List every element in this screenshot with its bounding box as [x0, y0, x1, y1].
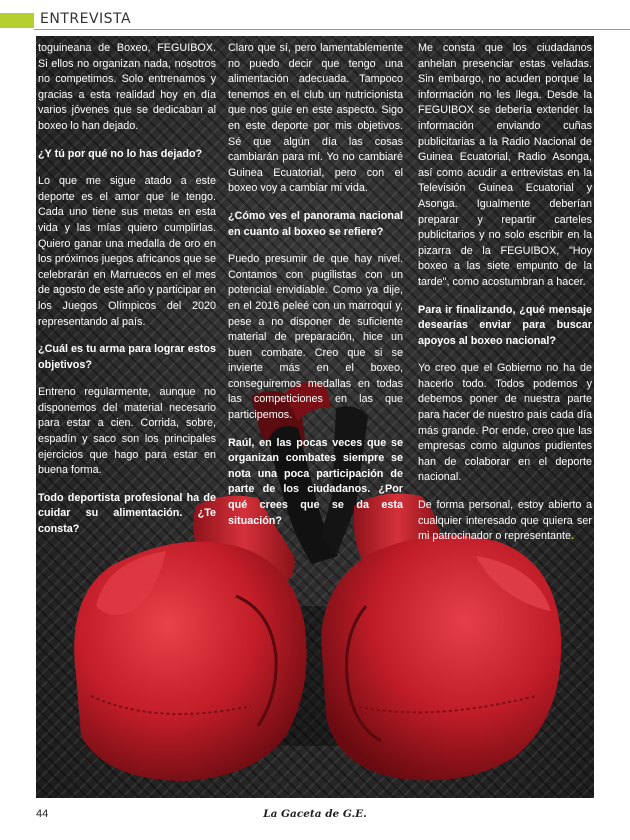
page-number: 44: [36, 808, 49, 820]
interview-question: Todo deportista profesional ha de cuidar su alimentación. ¿Te consta?: [38, 491, 216, 536]
end-mark: .: [571, 530, 575, 543]
closing-paragraph: [418, 498, 592, 545]
closing-text: De forma personal, estoy abierto a cualquier interesado que quiera ser mi patrocinador o representante: [418, 499, 592, 543]
header-rule: [34, 29, 630, 30]
answer-paragraph: Entreno regularmente, aunque no disponemos del material necesario para estar a cien. Corrida, sobre, espadín y saco son los principales ejercicios que hago para estar en buena forma.: [38, 386, 216, 477]
interview-question: ¿Cómo ves el panorama nacional en cuanto al boxeo se refiere?: [228, 209, 403, 238]
section-title: ENTREVISTA: [40, 11, 132, 27]
interview-question: ¿Y tú por qué no lo has dejado?: [38, 147, 203, 160]
article-column-3: [418, 41, 592, 557]
answer-paragraph: Me consta que los ciudadanos anhelan presenciar estas veladas. Sin embargo, no acuden porque la información no les llega. Desde la FEGUIBOX se debería extender la información enviando cuñas publicitarias a la Radio Nacional de Guinea Ecuatorial, Radio Asonga, así como acudir a entrevistas en la Televisión Guinea Ecuatorial y Asonga. Igualmente deberían preparar y repartir carteles publicitarios y no solo escribir en la pizarra de la FEGUIBOX, "Hoy boxeo a las siete empunto de la tarde", como acostumbran a hacer.: [418, 42, 592, 288]
answer-paragraph: Yo creo que el Gobierno no ha de hacerlo todo. Todos podemos y debemos poner de nuestra parte para hacer de nuestro país cada día más grande. Por ende, creo que las empresas como algunos pudientes han de colaborar en el deporte nacional.: [418, 362, 592, 484]
answer-paragraph: Lo que me sigue atado a este deporte es el amor que le tengo. Cada uno tiene sus metas en esta vida y las mías quiero cumplirlas. Quiero ganar una medalla de oro en los próximos juegos africanos que se celebrarán en Marruecos en el mes de agosto de este año y participar en los Juegos Olímpicos del 2020 representando al país.: [38, 175, 216, 328]
magazine-name: La Gaceta de G.E.: [263, 808, 367, 820]
article-column-1: [38, 41, 216, 550]
interview-question: ¿Cuál es tu arma para lograr estos objetivos?: [38, 343, 216, 371]
answer-paragraph: Puedo presumir de que hay nivel. Contamos con pugilistas con un potencial envidiable. Como ya dije, en el 2016 peleé con un marroquí y, pese a no disponer de suficiente material de preparación, hice un buen combate. Creo que si se invierte más en el boxeo, conseguiremos medallas en todas las competiciones en las que participemos.: [228, 253, 403, 422]
interview-question: Para ir finalizando, ¿qué mensaje desearías enviar para buscar apoyos al boxeo nacional?: [418, 303, 592, 347]
section-color-tab: [0, 13, 34, 28]
interview-question: Raúl, en las pocas veces que se organizan combates siempre se nota una poca participación de parte de los ciudadanos. ¿Por qué crees que se da esta situación?: [228, 436, 403, 527]
article-column-2: [228, 41, 403, 541]
answer-paragraph: toguineana de Boxeo, FEGUIBOX. Si ellos no organizan nada, nosotros no competimos. Solo entrenamos y gracias a esta realidad hoy en día varios jóvenes que se dedicaban al boxeo lo han dejado.: [38, 42, 216, 132]
answer-paragraph: Claro que sí, pero lamentablemente no puedo decir que tengo una alimentación adecuada. Tampoco tenemos en el club un nutricionista que nos guíe en este aspecto. Sigo en este deporte por mis objetivos. Sé que algún día las cosas cambiarán para mí. Yo no cambiaré Guinea Ecuatorial, pero con el boxeo voy a cambiar mi vida.: [228, 42, 403, 195]
